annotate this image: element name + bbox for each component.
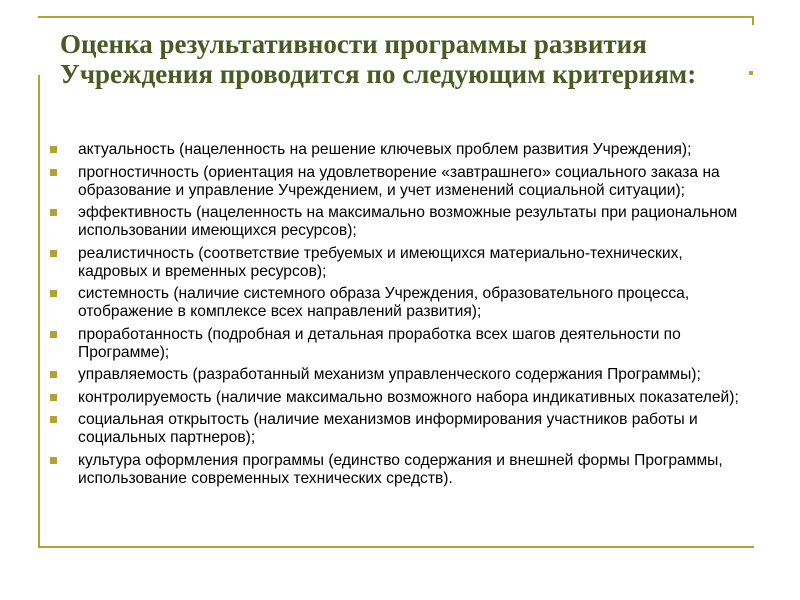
list-item-text: эффективность (нацеленность на максимально возможные результаты при рациональном использовании имеющихся ресурсов); xyxy=(78,204,738,239)
list-item xyxy=(50,389,750,407)
square-bullet-icon xyxy=(50,371,57,378)
list-item xyxy=(50,204,750,240)
square-bullet-icon xyxy=(50,250,57,257)
list-item-text: актуальность (нацеленность на решение ключевых проблем развития Учреждения); xyxy=(78,141,692,158)
square-bullet-icon xyxy=(50,146,57,153)
right-border-tick xyxy=(752,16,754,25)
list-item-text: реалистичность (соответствие требуемых и имеющихся материально-технических, кадровых и временных ресурсов); xyxy=(78,244,683,280)
list-item xyxy=(50,326,750,362)
list-item xyxy=(50,285,750,321)
list-item-text: прогностичность (ориентация на удовлетворение «завтрашнего» социального заказа на образование и управление Учреждением, и учет изменений социальной ситуации); xyxy=(78,163,720,199)
square-bullet-icon xyxy=(50,416,57,423)
list-item-text: проработанность (подробная и детальная проработка всех шагов деятельности по Программе); xyxy=(78,325,681,361)
list-item-text: социальная открытость (наличие механизмов информирования участников работы и социальных партнеров); xyxy=(78,411,698,446)
list-item xyxy=(50,411,750,447)
list-item xyxy=(50,245,750,281)
square-bullet-icon xyxy=(50,331,57,338)
square-bullet-icon xyxy=(50,394,57,401)
list-item-text: контролируемость (наличие максимально возможного набора индикативных показателей); xyxy=(78,388,739,406)
list-item xyxy=(50,452,750,488)
list-item-text: культура оформления программы (единство содержания и внешней формы Программы, использование современных технических средств). xyxy=(78,451,723,487)
list-item-text: системность (наличие системного образа Учреждения, образовательного процесса, отображение в комплексе всех направлений развития); xyxy=(78,285,690,320)
square-bullet-icon xyxy=(50,457,57,464)
top-border-line xyxy=(38,16,754,18)
list-item-text: управляемость (разработанный механизм управленческого содержания Программы); xyxy=(78,366,701,383)
square-bullet-icon xyxy=(50,290,57,297)
list-item xyxy=(50,366,750,384)
square-bullet-icon xyxy=(50,169,57,176)
left-border-line xyxy=(38,75,40,548)
bottom-separator-line xyxy=(40,546,754,548)
slide-title: Оценка результативности программы развития Учреждения проводится по следующим критериям: xyxy=(60,29,697,89)
criteria-list xyxy=(50,141,750,492)
list-item xyxy=(50,164,750,200)
list-item xyxy=(50,141,750,159)
square-bullet-icon xyxy=(50,209,57,216)
